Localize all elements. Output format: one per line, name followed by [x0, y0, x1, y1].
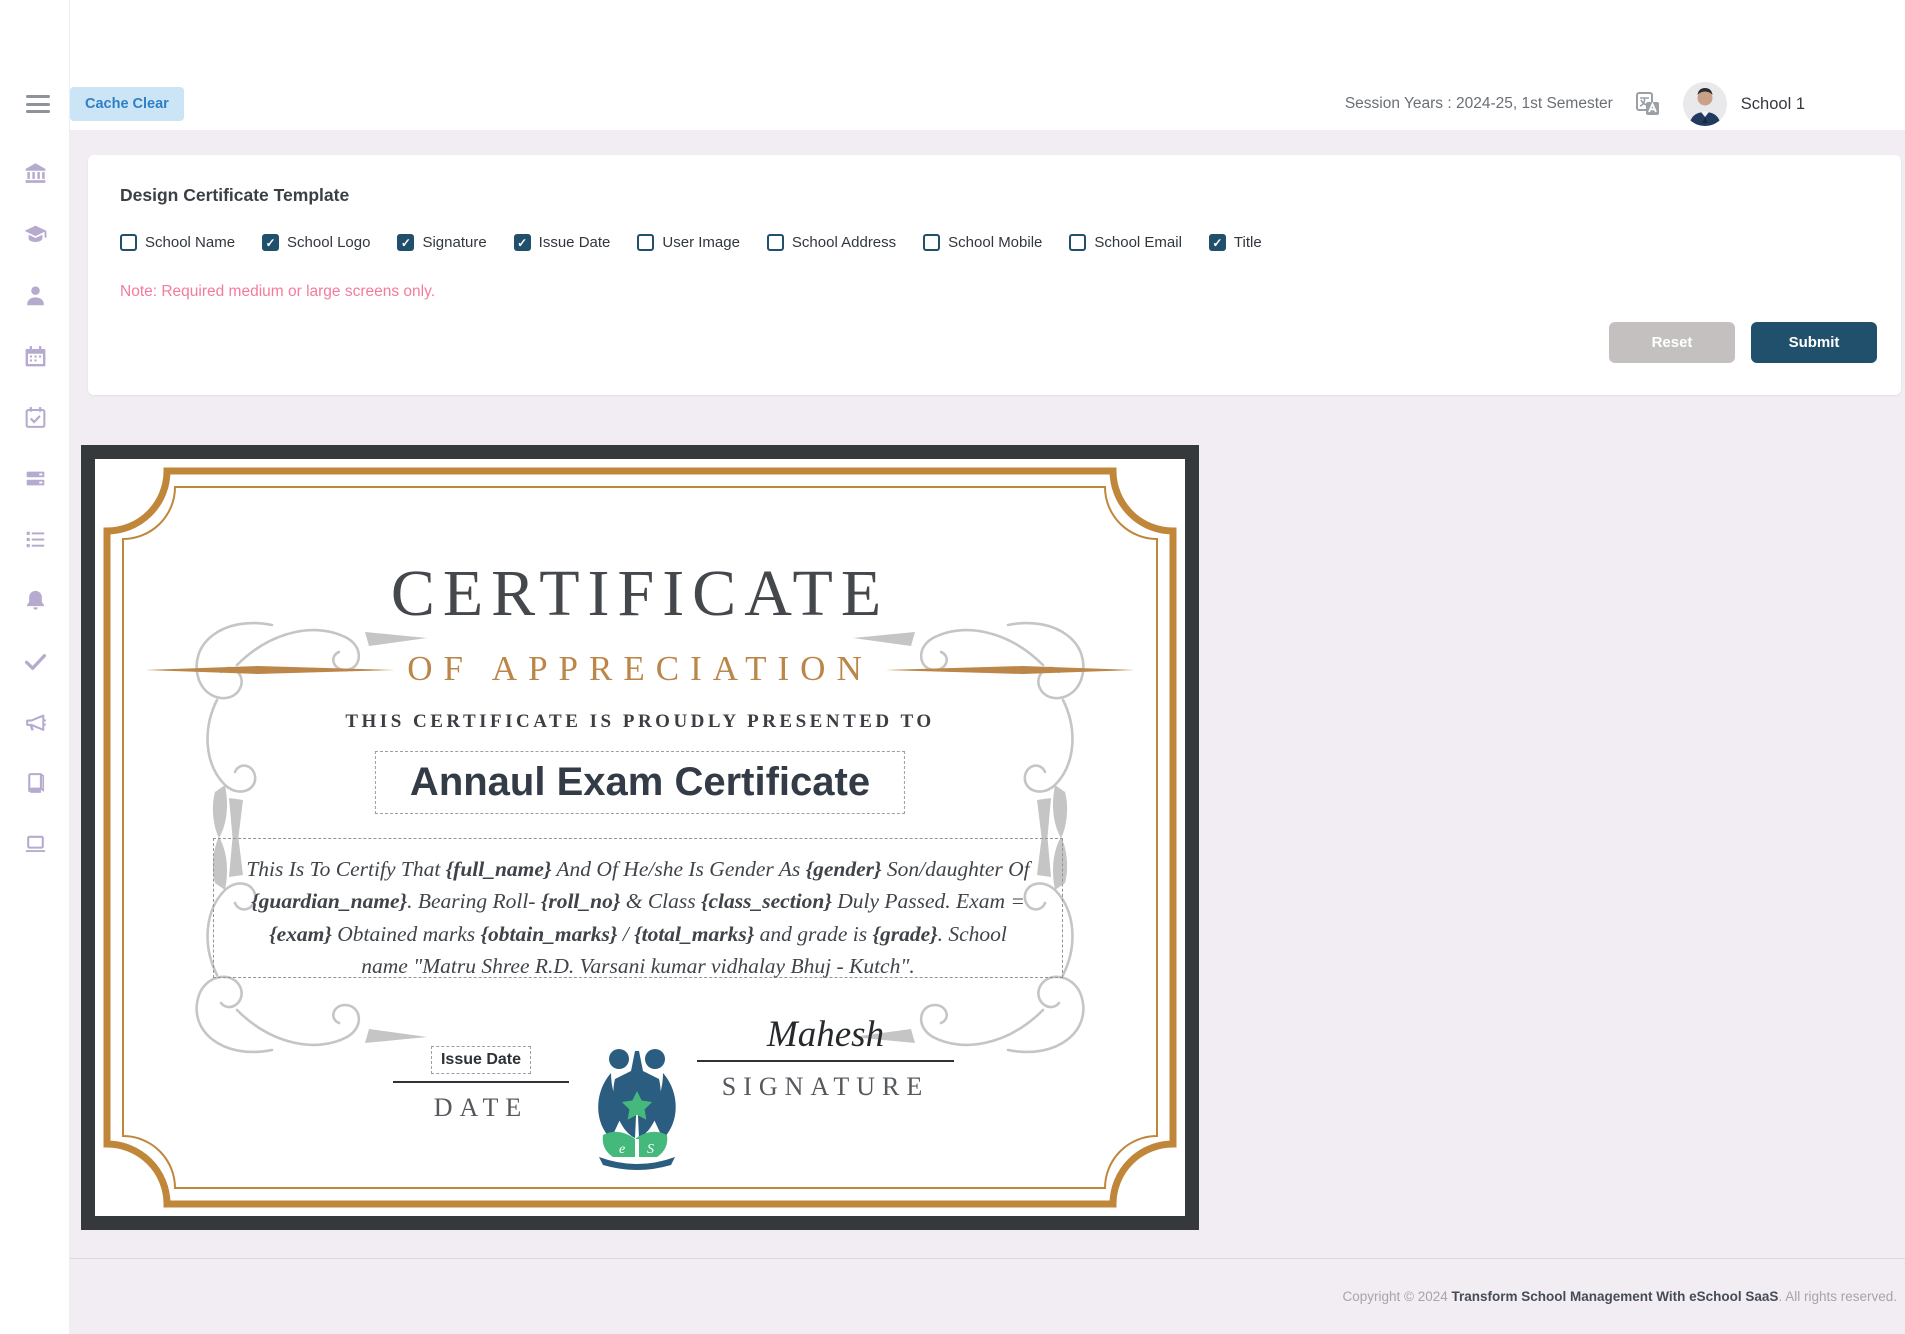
hamburger-menu-icon[interactable]	[26, 95, 50, 118]
check-icon	[23, 649, 48, 674]
svg-text:e: e	[619, 1142, 626, 1157]
copyright-suffix: . All rights reserved.	[1778, 1289, 1897, 1304]
book-icon	[23, 771, 48, 796]
signature-label: SIGNATURE	[721, 1072, 930, 1101]
session-years-text: Session Years : 2024-25, 1st Semester	[1344, 95, 1613, 112]
footer	[70, 1258, 1905, 1334]
certificate-options-row	[120, 234, 1869, 251]
certificate-title: CERTIFICATE	[390, 557, 890, 630]
user-menu[interactable]	[1683, 82, 1805, 126]
checkbox-school-address[interactable]: School Address	[767, 234, 896, 251]
sidebar-item-announcements[interactable]	[0, 692, 70, 753]
checkbox-box	[120, 234, 137, 251]
cache-clear-button[interactable]: Cache Clear	[70, 87, 184, 121]
top-navbar	[0, 0, 1905, 130]
certificate-presented-line: THIS CERTIFICATE IS PROUDLY PRESENTED TO	[345, 711, 935, 732]
checkbox-box	[262, 234, 279, 251]
bank-icon	[23, 161, 48, 186]
date-label: DATE	[433, 1093, 529, 1122]
sidebar-item-students[interactable]	[0, 265, 70, 326]
svg-text:S: S	[647, 1142, 654, 1157]
checkbox-school-mobile[interactable]: School Mobile	[923, 234, 1042, 251]
sidebar-item-online-exam[interactable]	[0, 814, 70, 875]
sidebar-item-notifications[interactable]	[0, 570, 70, 631]
checkbox-box	[1209, 234, 1226, 251]
calendar-check-icon	[23, 405, 48, 430]
checkbox-user-image[interactable]: User Image	[637, 234, 740, 251]
sidebar-item-lessons[interactable]	[0, 753, 70, 814]
laptop-icon	[23, 832, 48, 857]
megaphone-icon	[23, 710, 48, 735]
signature-line	[697, 1060, 954, 1062]
reset-button[interactable]: Reset	[1609, 322, 1735, 363]
checkbox-box	[767, 234, 784, 251]
design-certificate-card	[88, 155, 1901, 395]
date-line	[393, 1081, 569, 1083]
checkbox-signature[interactable]: ✓ Signature	[397, 234, 486, 251]
sidebar-item-approvals[interactable]	[0, 631, 70, 692]
checkbox-box	[923, 234, 940, 251]
sidebar-item-calendar[interactable]	[0, 326, 70, 387]
school-name-label: School 1	[1740, 94, 1805, 113]
calendar-icon	[23, 344, 48, 369]
checkbox-box	[1069, 234, 1086, 251]
checkbox-box	[514, 234, 531, 251]
issue-date-placeholder[interactable]: Issue Date	[431, 1046, 531, 1074]
note-text: Note: Required medium or large screens only.	[120, 283, 436, 300]
copyright-prefix: Copyright © 2024	[1342, 1289, 1452, 1304]
user-icon	[23, 283, 48, 308]
checkbox-title[interactable]: ✓ Title	[1209, 234, 1262, 251]
graduation-cap-icon	[23, 222, 48, 247]
checkbox-box	[637, 234, 654, 251]
sidebar-item-school[interactable]	[0, 143, 70, 204]
sidebar-item-academics[interactable]	[0, 204, 70, 265]
signature-script: Mahesh	[766, 1014, 885, 1055]
language-translate-icon[interactable]	[1635, 91, 1661, 117]
main-content	[70, 130, 1905, 1334]
checkbox-box	[397, 234, 414, 251]
page-title: Design Certificate Template	[120, 185, 350, 205]
certificate-date-block	[393, 1046, 569, 1123]
sidebar	[0, 0, 70, 1334]
checkbox-school-email[interactable]: School Email	[1069, 234, 1182, 251]
certificate-body-placeholder[interactable]: This Is To Certify That {full_name} And Of He/she Is Gender As {gender} Son/daughter Of {guardian_name}. Bearing Roll- {roll_no} & Class {class_section} Duly Passed. Exam = {exam} Obtained marks {obtain_marks} / {total_marks} and grade is {grade}. School name "Matru Shree R.D. Varsani kumar vidhalay Bhuj - Kutch".	[213, 838, 1063, 978]
sidebar-item-attendance[interactable]	[0, 387, 70, 448]
checkbox-school-name[interactable]: School Name	[120, 234, 235, 251]
sidebar-nav	[0, 143, 70, 875]
certificate-preview	[81, 445, 1199, 1230]
certificate-signature-block	[697, 1013, 954, 1102]
school-logo	[575, 1043, 699, 1173]
footer-brand-link[interactable]: Transform School Management With eSchool SaaS	[1451, 1289, 1779, 1304]
checkbox-school-logo[interactable]: ✓ School Logo	[262, 234, 370, 251]
certificate-name-placeholder[interactable]: Annaul Exam Certificate	[375, 751, 905, 814]
submit-button[interactable]: Submit	[1751, 322, 1877, 363]
report-panel-icon	[23, 466, 48, 491]
sidebar-item-list[interactable]	[0, 509, 70, 570]
certificate-subtitle: OF APPRECIATION	[407, 649, 873, 688]
list-icon	[23, 527, 48, 552]
sidebar-item-exam[interactable]	[0, 448, 70, 509]
certificate-body-area	[97, 461, 1183, 1214]
bell-icon	[23, 588, 48, 613]
checkbox-issue-date[interactable]: ✓ Issue Date	[514, 234, 611, 251]
avatar	[1683, 82, 1727, 126]
